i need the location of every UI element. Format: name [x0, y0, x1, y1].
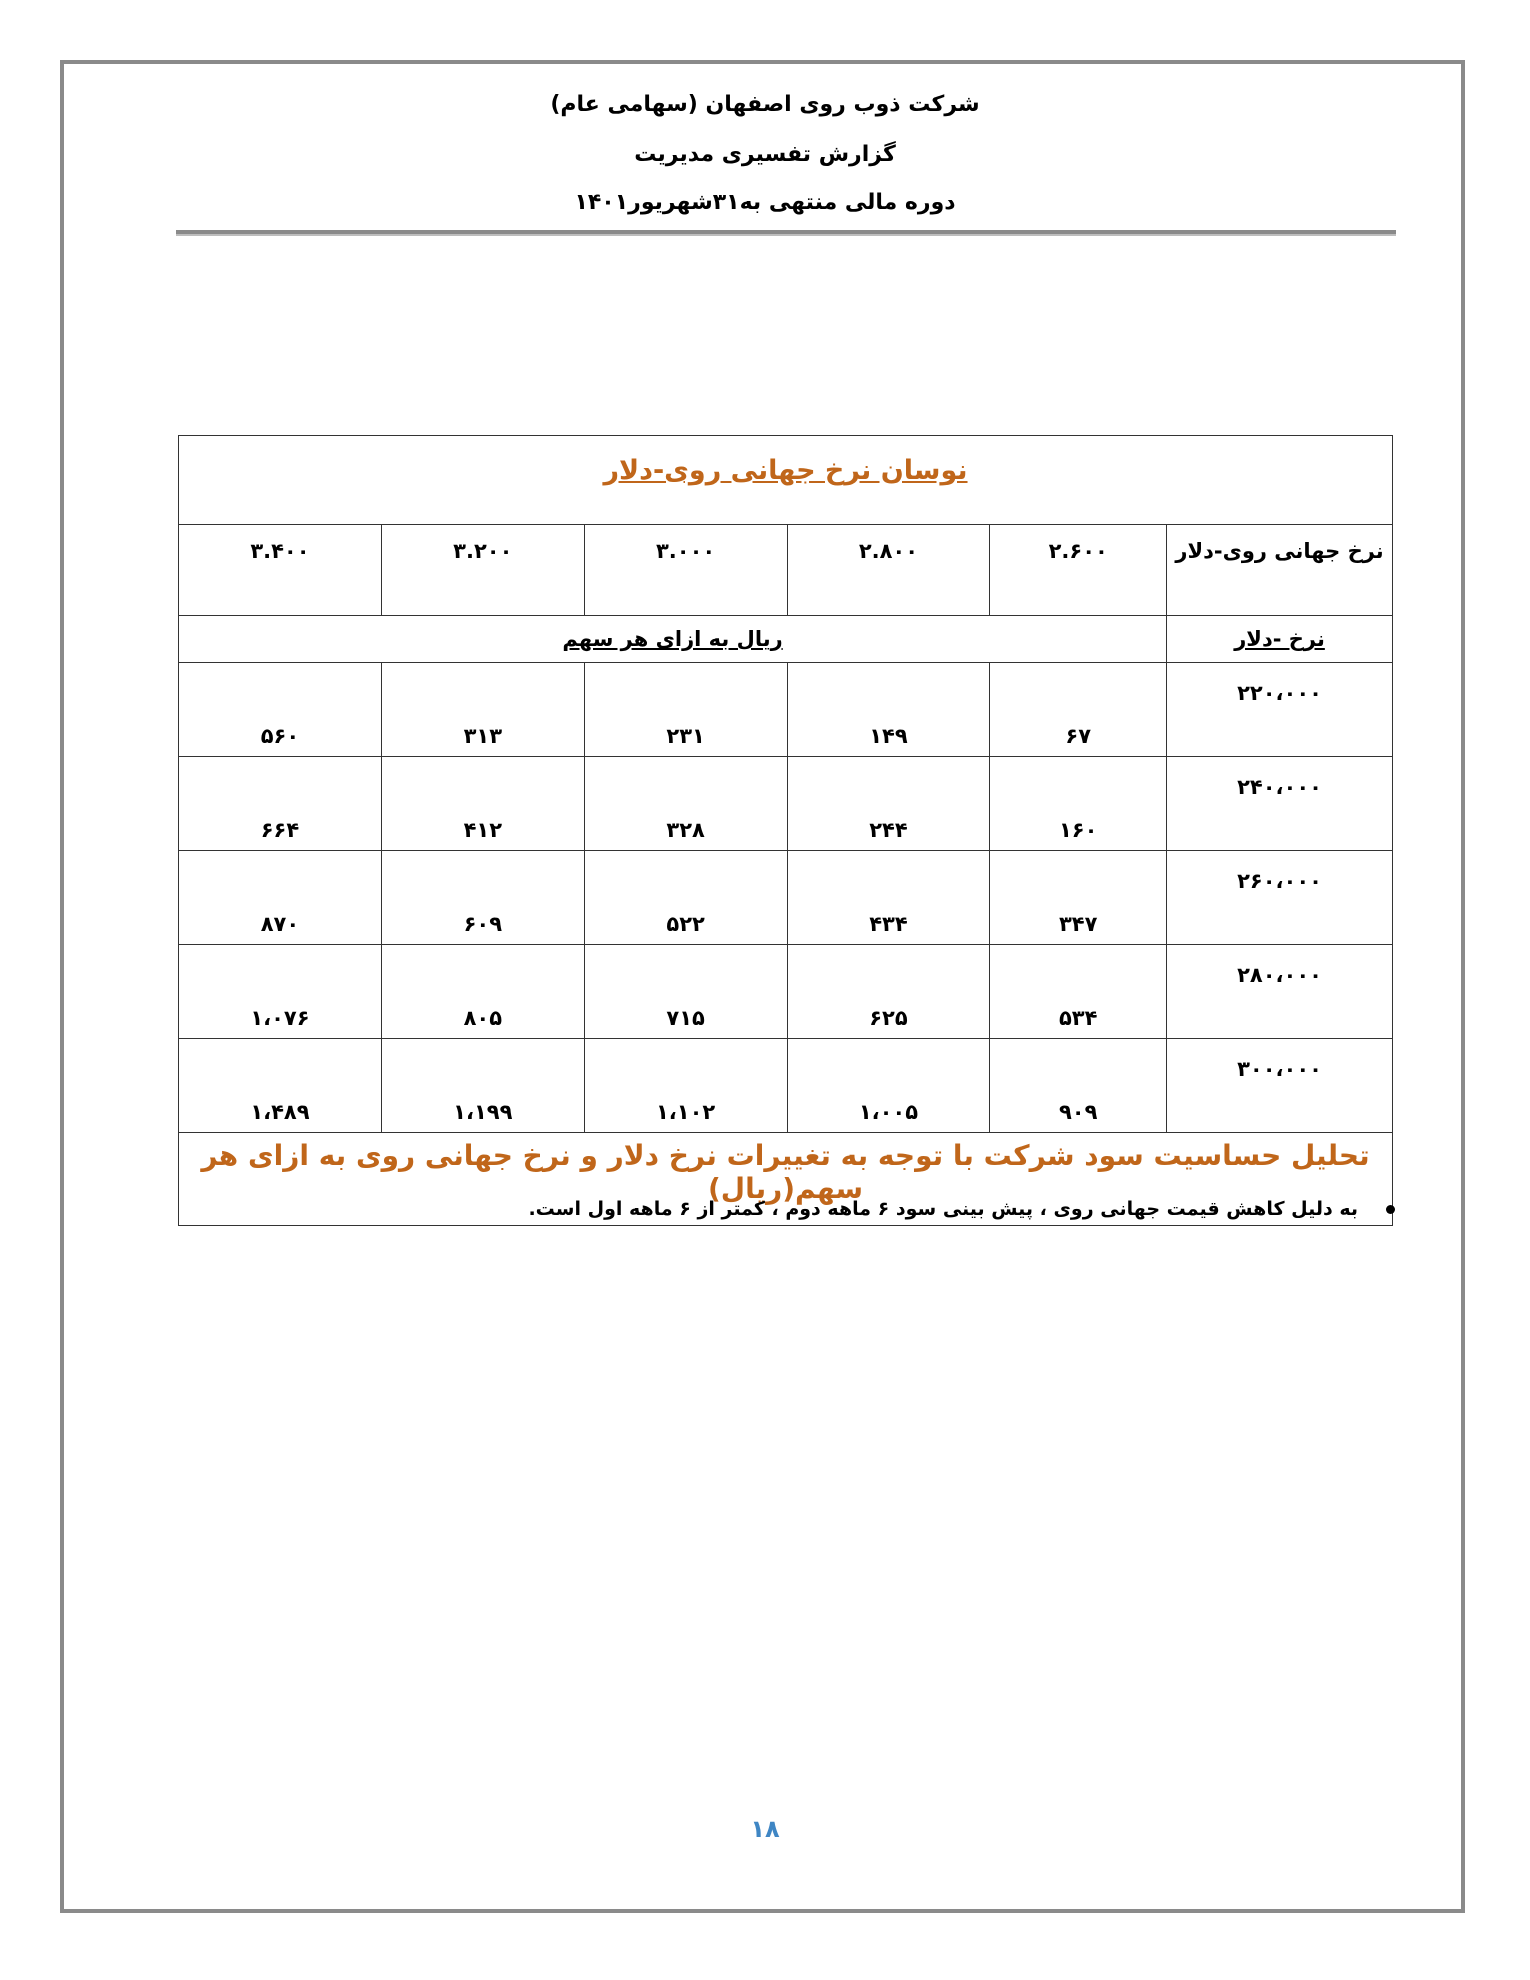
zinc-price-header: ۲.۸۰۰ — [787, 525, 990, 616]
eps-cell: ۱،۱۹۹ — [381, 1039, 584, 1133]
eps-cell: ۴۱۲ — [381, 757, 584, 851]
company-name: شرکت ذوب روی اصفهان (سهامی عام) — [550, 92, 980, 117]
zinc-price-label: نرخ جهانی روی-دلار — [1167, 525, 1393, 616]
dollar-rate-cell: ۲۶۰،۰۰۰ — [1167, 851, 1393, 945]
note-text: به دلیل کاهش قیمت جهانی روی ، پیش بینی سود ۶ ماهه دوم ، کمتر از ۶ ماهه اول است. — [528, 1198, 1358, 1220]
report-title: گزارش تفسیری مدیریت — [634, 142, 896, 167]
dollar-rate-cell: ۲۴۰،۰۰۰ — [1167, 757, 1393, 851]
dollar-rate-label-cell — [1167, 616, 1393, 663]
eps-cell: ۶۷ — [990, 663, 1167, 757]
dollar-rate-cell: ۲۲۰،۰۰۰ — [1167, 663, 1393, 757]
table-title: نوسان نرخ جهانی روی-دلار — [603, 454, 968, 486]
zinc-price-header: ۳.۲۰۰ — [381, 525, 584, 616]
eps-cell: ۱۶۰ — [990, 757, 1167, 851]
table-title-cell — [179, 436, 1393, 525]
eps-cell: ۳۴۷ — [990, 851, 1167, 945]
eps-cell: ۲۳۱ — [584, 663, 787, 757]
zinc-price-header: ۳.۴۰۰ — [179, 525, 382, 616]
eps-cell: ۳۲۸ — [584, 757, 787, 851]
eps-cell: ۱،۰۷۶ — [179, 945, 382, 1039]
zinc-price-header: ۳.۰۰۰ — [584, 525, 787, 616]
eps-cell: ۳۱۳ — [381, 663, 584, 757]
table-row — [179, 663, 1393, 757]
eps-cell: ۸۰۵ — [381, 945, 584, 1039]
eps-cell: ۱،۱۰۲ — [584, 1039, 787, 1133]
eps-cell: ۲۴۴ — [787, 757, 990, 851]
zinc-price-header-row — [179, 525, 1393, 616]
table-row — [179, 1039, 1393, 1133]
eps-cell: ۵۳۴ — [990, 945, 1167, 1039]
eps-cell: ۶۰۹ — [381, 851, 584, 945]
eps-cell: ۸۷۰ — [179, 851, 382, 945]
eps-cell: ۵۲۲ — [584, 851, 787, 945]
table-row — [179, 945, 1393, 1039]
unit-header-row — [179, 616, 1393, 663]
page-number: ۱۸ — [750, 1815, 780, 1843]
eps-cell: ۱۴۹ — [787, 663, 990, 757]
table-row — [179, 757, 1393, 851]
bullet-icon — [1386, 1205, 1395, 1214]
eps-cell: ۱،۰۰۵ — [787, 1039, 990, 1133]
table-footer-caption: تحلیل حساسیت سود شرکت با توجه به تغییرات نرخ دلار و نرخ جهانی روی به ازای هر سهم(ریال) — [201, 1139, 1370, 1205]
report-period: دوره مالی منتهی به۳۱شهریور۱۴۰۱ — [574, 190, 956, 215]
zinc-price-header: ۲.۶۰۰ — [990, 525, 1167, 616]
unit-label-cell — [179, 616, 1167, 663]
eps-cell: ۹۰۹ — [990, 1039, 1167, 1133]
unit-label: ریال به ازای هر سهم — [562, 627, 783, 651]
eps-cell: ۶۲۵ — [787, 945, 990, 1039]
table-row — [179, 851, 1393, 945]
eps-cell: ۱،۴۸۹ — [179, 1039, 382, 1133]
sensitivity-table — [178, 435, 1393, 1226]
eps-cell: ۴۳۴ — [787, 851, 990, 945]
dollar-rate-cell: ۳۰۰،۰۰۰ — [1167, 1039, 1393, 1133]
eps-cell: ۵۶۰ — [179, 663, 382, 757]
note-item — [528, 1198, 1395, 1220]
dollar-rate-label: نرخ -دلار — [1234, 627, 1325, 651]
eps-cell: ۶۶۴ — [179, 757, 382, 851]
header-divider — [176, 230, 1396, 236]
eps-cell: ۷۱۵ — [584, 945, 787, 1039]
dollar-rate-cell: ۲۸۰،۰۰۰ — [1167, 945, 1393, 1039]
